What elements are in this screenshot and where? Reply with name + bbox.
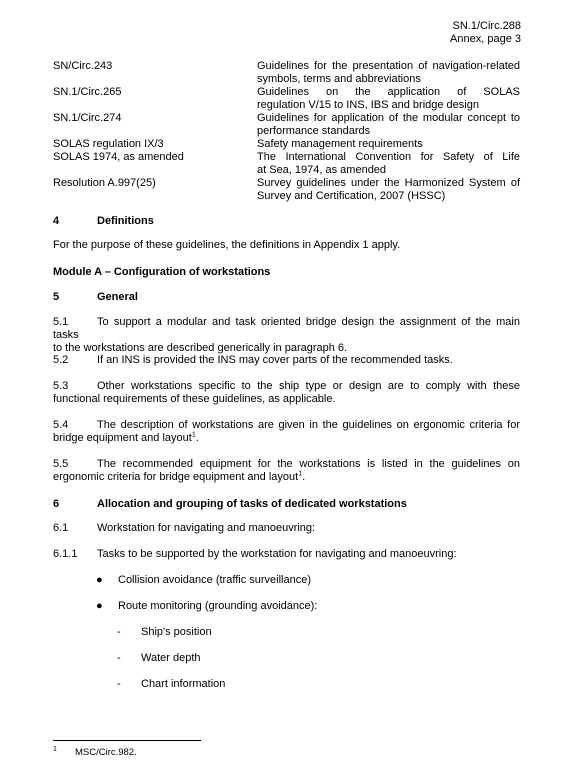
page-header (450, 20, 521, 46)
paragraph-number: 5.2 (53, 354, 69, 366)
section-number: 4 (53, 215, 60, 227)
footnote: 1 MSC/Circ.982. (53, 745, 137, 758)
reference-title: Guidelines for the presentation of navigation-related symbols, terms and abbreviations (257, 60, 520, 85)
reference-title: Guidelines for application of the modular concept to performance standards (257, 112, 520, 137)
list-item: - Ship's position (117, 626, 212, 638)
section-title: General (97, 291, 138, 303)
reference-code: SN.1/Circ.265 (53, 86, 122, 98)
paragraph-number: 5.5 (53, 458, 69, 470)
paragraph-number: 5.1 (53, 316, 69, 328)
list-item: - Chart information (117, 678, 226, 690)
paragraph-number: 6.1.1 (53, 548, 78, 560)
paragraph-number: 6.1 (53, 522, 69, 534)
paragraph-5-4: 5.4 The description of workstations are given in the guidelines on ergonomic criteria for bridge equipment and layout$^1$. (53, 419, 520, 444)
reference-code: Resolution A.997(25) (53, 177, 156, 189)
paragraph-number: 5.4 (53, 419, 69, 431)
dash-icon: - (117, 626, 121, 638)
section-title: Allocation and grouping of tasks of dedicated workstations (97, 498, 407, 510)
paragraph: For the purpose of these guidelines, the definitions in Appendix 1 apply. (53, 239, 401, 251)
bullet-icon: ● (96, 574, 103, 586)
list-item: ● Collision avoidance (traffic surveillance) (96, 574, 311, 586)
footnote-marker: 1 (191, 431, 196, 439)
paragraph-5-1: 5.1 To support a modular and task oriented bridge design the assignment of the main tasks to the workstations are described generically in paragraph 6. (53, 316, 520, 354)
subsection-6-1: 6.1 Workstation for navigating and manoeuvring: (53, 522, 316, 534)
section-title: Definitions (97, 215, 154, 227)
footnote-text: MSC/Circ.982. (75, 747, 137, 758)
list-item: ● Route monitoring (grounding avoidance): (96, 600, 318, 612)
reference-title: The International Convention for Safety of Life at Sea, 1974, as amended (257, 151, 520, 176)
reference-code: SN/Circ.243 (53, 60, 113, 72)
subsection-6-1-1: 6.1.1 Tasks to be supported by the workstation for navigating and manoeuvring: (53, 548, 457, 560)
paragraph-5-3: 5.3 Other workstations specific to the ship type or design are to comply with these functional requirements of these guidelines, as applicable. (53, 380, 520, 405)
section-number: 6 (53, 498, 60, 510)
page-number: Annex, page 3 (450, 33, 521, 45)
reference-code: SOLAS regulation IX/3 (53, 138, 164, 150)
reference-code: SOLAS 1974, as amended (53, 151, 184, 163)
reference-title: Safety management requirements (257, 138, 423, 150)
section-number: 5 (53, 291, 60, 303)
dash-icon: - (117, 678, 121, 690)
bullet-icon: ● (96, 600, 103, 612)
reference-code: SN.1/Circ.274 (53, 112, 122, 124)
paragraph-number: 5.3 (53, 380, 69, 392)
section-heading (53, 291, 138, 304)
module-title: Module A – Configuration of workstations (53, 266, 271, 278)
dash-icon: - (117, 652, 121, 664)
footnote-divider (53, 740, 201, 741)
footnote-marker: 1 (298, 470, 303, 478)
reference-title: Survey guidelines under the Harmonized System of Survey and Certification, 2007 (HSSC) (257, 177, 520, 202)
paragraph-5-5: 5.5 The recommended equipment for the workstations is listed in the guidelines on ergonomic criteria for bridge equipment and layout$^1$. (53, 458, 520, 483)
paragraph-5-2: 5.2 If an INS is provided the INS may cover parts of the recommended tasks. (53, 354, 453, 366)
section-heading (53, 215, 154, 228)
section-heading (53, 498, 407, 511)
module-heading (53, 266, 270, 279)
document-reference: SN.1/Circ.288 (452, 20, 521, 32)
reference-title: Guidelines on the application of SOLAS regulation V/15 to INS, IBS and bridge design (257, 86, 520, 111)
list-item: - Water depth (117, 652, 201, 664)
